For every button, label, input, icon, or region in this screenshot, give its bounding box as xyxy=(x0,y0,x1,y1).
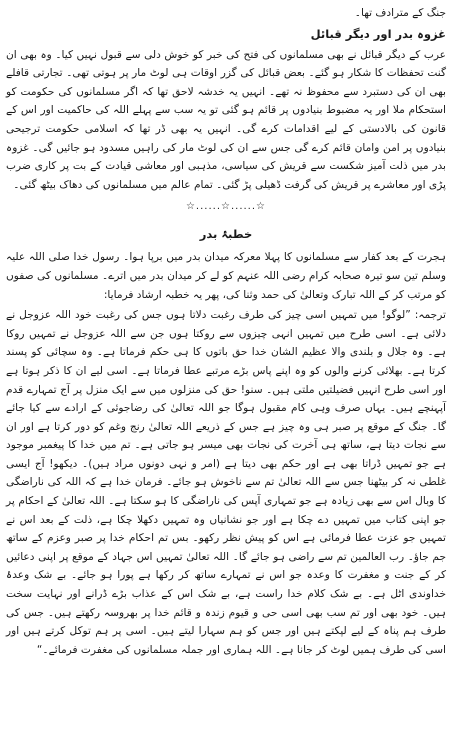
lead-line: جنگ کے مترادف تھا۔ xyxy=(354,7,446,19)
section-heading-badr-sermon: خطبۂ بدر xyxy=(199,227,253,242)
section-heading-badr-and-tribes: غزوہ بدر اور دیگر قبائل xyxy=(310,26,446,41)
sermon-translation-paragraph: ترجمہ: ”لوگو! میں تمہیں اسی چیز کی طرف رغبت دلاتا ہوں جس کی رغبت خود اللہ عزوجل نے دلائی ہے۔ اسی طرح میں تمہیں انہی چیزوں سے روکتا ہوں جن سے اللہ عزوجل نے تمہیں روکا ہے۔ وہ جلال و بلندی والا عظیم الشان خدا حق باتوں کا ہی حکم فرماتا ہے۔ وہ سچائی کو پسند کرتا ہے۔ بھلائی کرنے والوں کو وہ اپنے پاس بڑے مرتبے عطا فرماتا ہے۔ اسی لیے ان کا ذکر ہوتا ہے اور اسی طرح انہیں فضیلتیں ملتی ہیں۔ سنو! حق کی منزلوں میں سے ایک منزل پر آج تمہارے قدم آپہنچے ہیں۔ یہاں صرف وہی کام مقبول ہوگا جو اللہ تعالیٰ کی رضاجوئی کے ارادے سے کیا جائے گا۔ جنگ کے موقع پر صبر ہی وہ چیز ہے جس کے ذریعے اللہ تعالیٰ رنج وغم کو دور کرتا ہے اور ان سے نجات دیتا ہے، ساتھ ہی آخرت کی نجات بھی میسر ہو جاتی ہے۔ تم میں خدا کا پیغمبر موجود ہے جو تمہیں ڈراتا بھی ہے اور حکم بھی دیتا ہے (امر و نہی دونوں مراد ہیں)۔ دیکھو! آج ایسی غلطی نہ کر بیٹھنا جس سے اللہ تعالیٰ تم سے ناخوش ہو جائے۔ فرمان خدا ہے کہ اللہ کی ناراضگی کا وبال اس سے بھی زیادہ ہے جو تمہاری آپس کی ناراضگی کا ہو سکتا ہے۔ اللہ تعالیٰ کے احکام پر جو اپنی کتاب میں تمہیں دے چکا ہے اور جو نشانیاں وہ تمہیں دکھلا چکا ہے، ذلت کے بعد اس نے تمہیں جو عزت عطا فرمائی ہے اس کو پیش نظر رکھو۔ بس تم احکام خدا پر صبر وعزم کے ساتھ جم جاؤ۔ رب العالمین تم سے راضی ہو جائے گا۔ اللہ تعالیٰ تمہیں اس جہاد کے موقع پر اپنی دعائیں کر کے جنت و مغفرت کا وعدہ جو اس نے تمہارے ساتھ کر رکھا ہے پورا ہو جائے۔ بے شک وعدۂ خداوندی اٹل ہے۔ بے شک کلام خدا راست ہے، بے شک اس کے عذاب بڑے ڈرانے اور نہایت سخت ہیں۔ خود بھی اور تم سب بھی اسی حی و قیوم زندہ و قائم خدا پر بھروسہ رکھتے ہیں۔ جس کی طرف ہم پناہ کے لیے لپکتے ہیں اور جس کو ہم سہارا لیتے ہیں۔ اسی پر ہم توکل کرتے ہیں اور اسی کی طرف ہمیں لوٹ کر جانا ہے۔ اللہ ہماری اور جملہ مسلمانوں کی مغفرت فرمائے۔“ xyxy=(6,309,446,656)
section-separator: ☆......☆......☆ xyxy=(185,201,267,213)
sermon-intro-paragraph: ہجرت کے بعد کفار سے مسلمانوں کا پہلا معرکہ میدان بدر میں برپا ہوا۔ رسول خدا صلی اللہ علیہ وسلم تین سو تیرہ صحابہ کرام رضی اللہ عنہم کو لے کر میدان بدر میں اترے۔ مسلمانوں کی صفوں کو مرتب کر کے اللہ تبارک وتعالیٰ کی حمد وثنا کی، پھر یہ خطبہ ارشاد فرمایا: xyxy=(6,251,446,301)
section-paragraph-tribes: عرب کے دیگر قبائل نے بھی مسلمانوں کی فتح کی خبر کو خوش دلی سے قبول نہیں کیا۔ وہ بھی ان گنت تحفظات کا شکار ہو گئے۔ بعض قبائل کی گزر اوقات ہی لوٹ مار پر ہوتی تھی۔ تجارتی قافلے بھی ان کی دستبرد سے محفوظ نہ تھے۔ انہیں یہ خدشہ لاحق تھا کہ اگر مسلمانوں کی حکومت کو استحکام ملا اور یہ مضبوط بنیادوں پر قائم ہو گئی تو یہ سب سے پہلے اللہ کی حاکمیت اور اس کے قانون کی بالادستی کے لیے اقدامات کرے گی۔ انہیں یہ بھی ڈر تھا کہ اسلامی حکومت ترجیحی بنیادوں پر امن وامان قائم کرے گی جس سے ان کی لوٹ مار کی راہیں مسدود ہو جائیں گی۔ غزوہ بدر میں ذلت آمیز شکست سے قریش کی سیاسی، مذہبی اور معاشی قیادت کے بت پر کاری ضرب پڑی اور معاشرے پر قریش کی گرفت ڈھیلی پڑ گئی۔ تمام عالم میں مسلمانوں کی دھاک بیٹھ گئی۔ xyxy=(6,48,446,191)
